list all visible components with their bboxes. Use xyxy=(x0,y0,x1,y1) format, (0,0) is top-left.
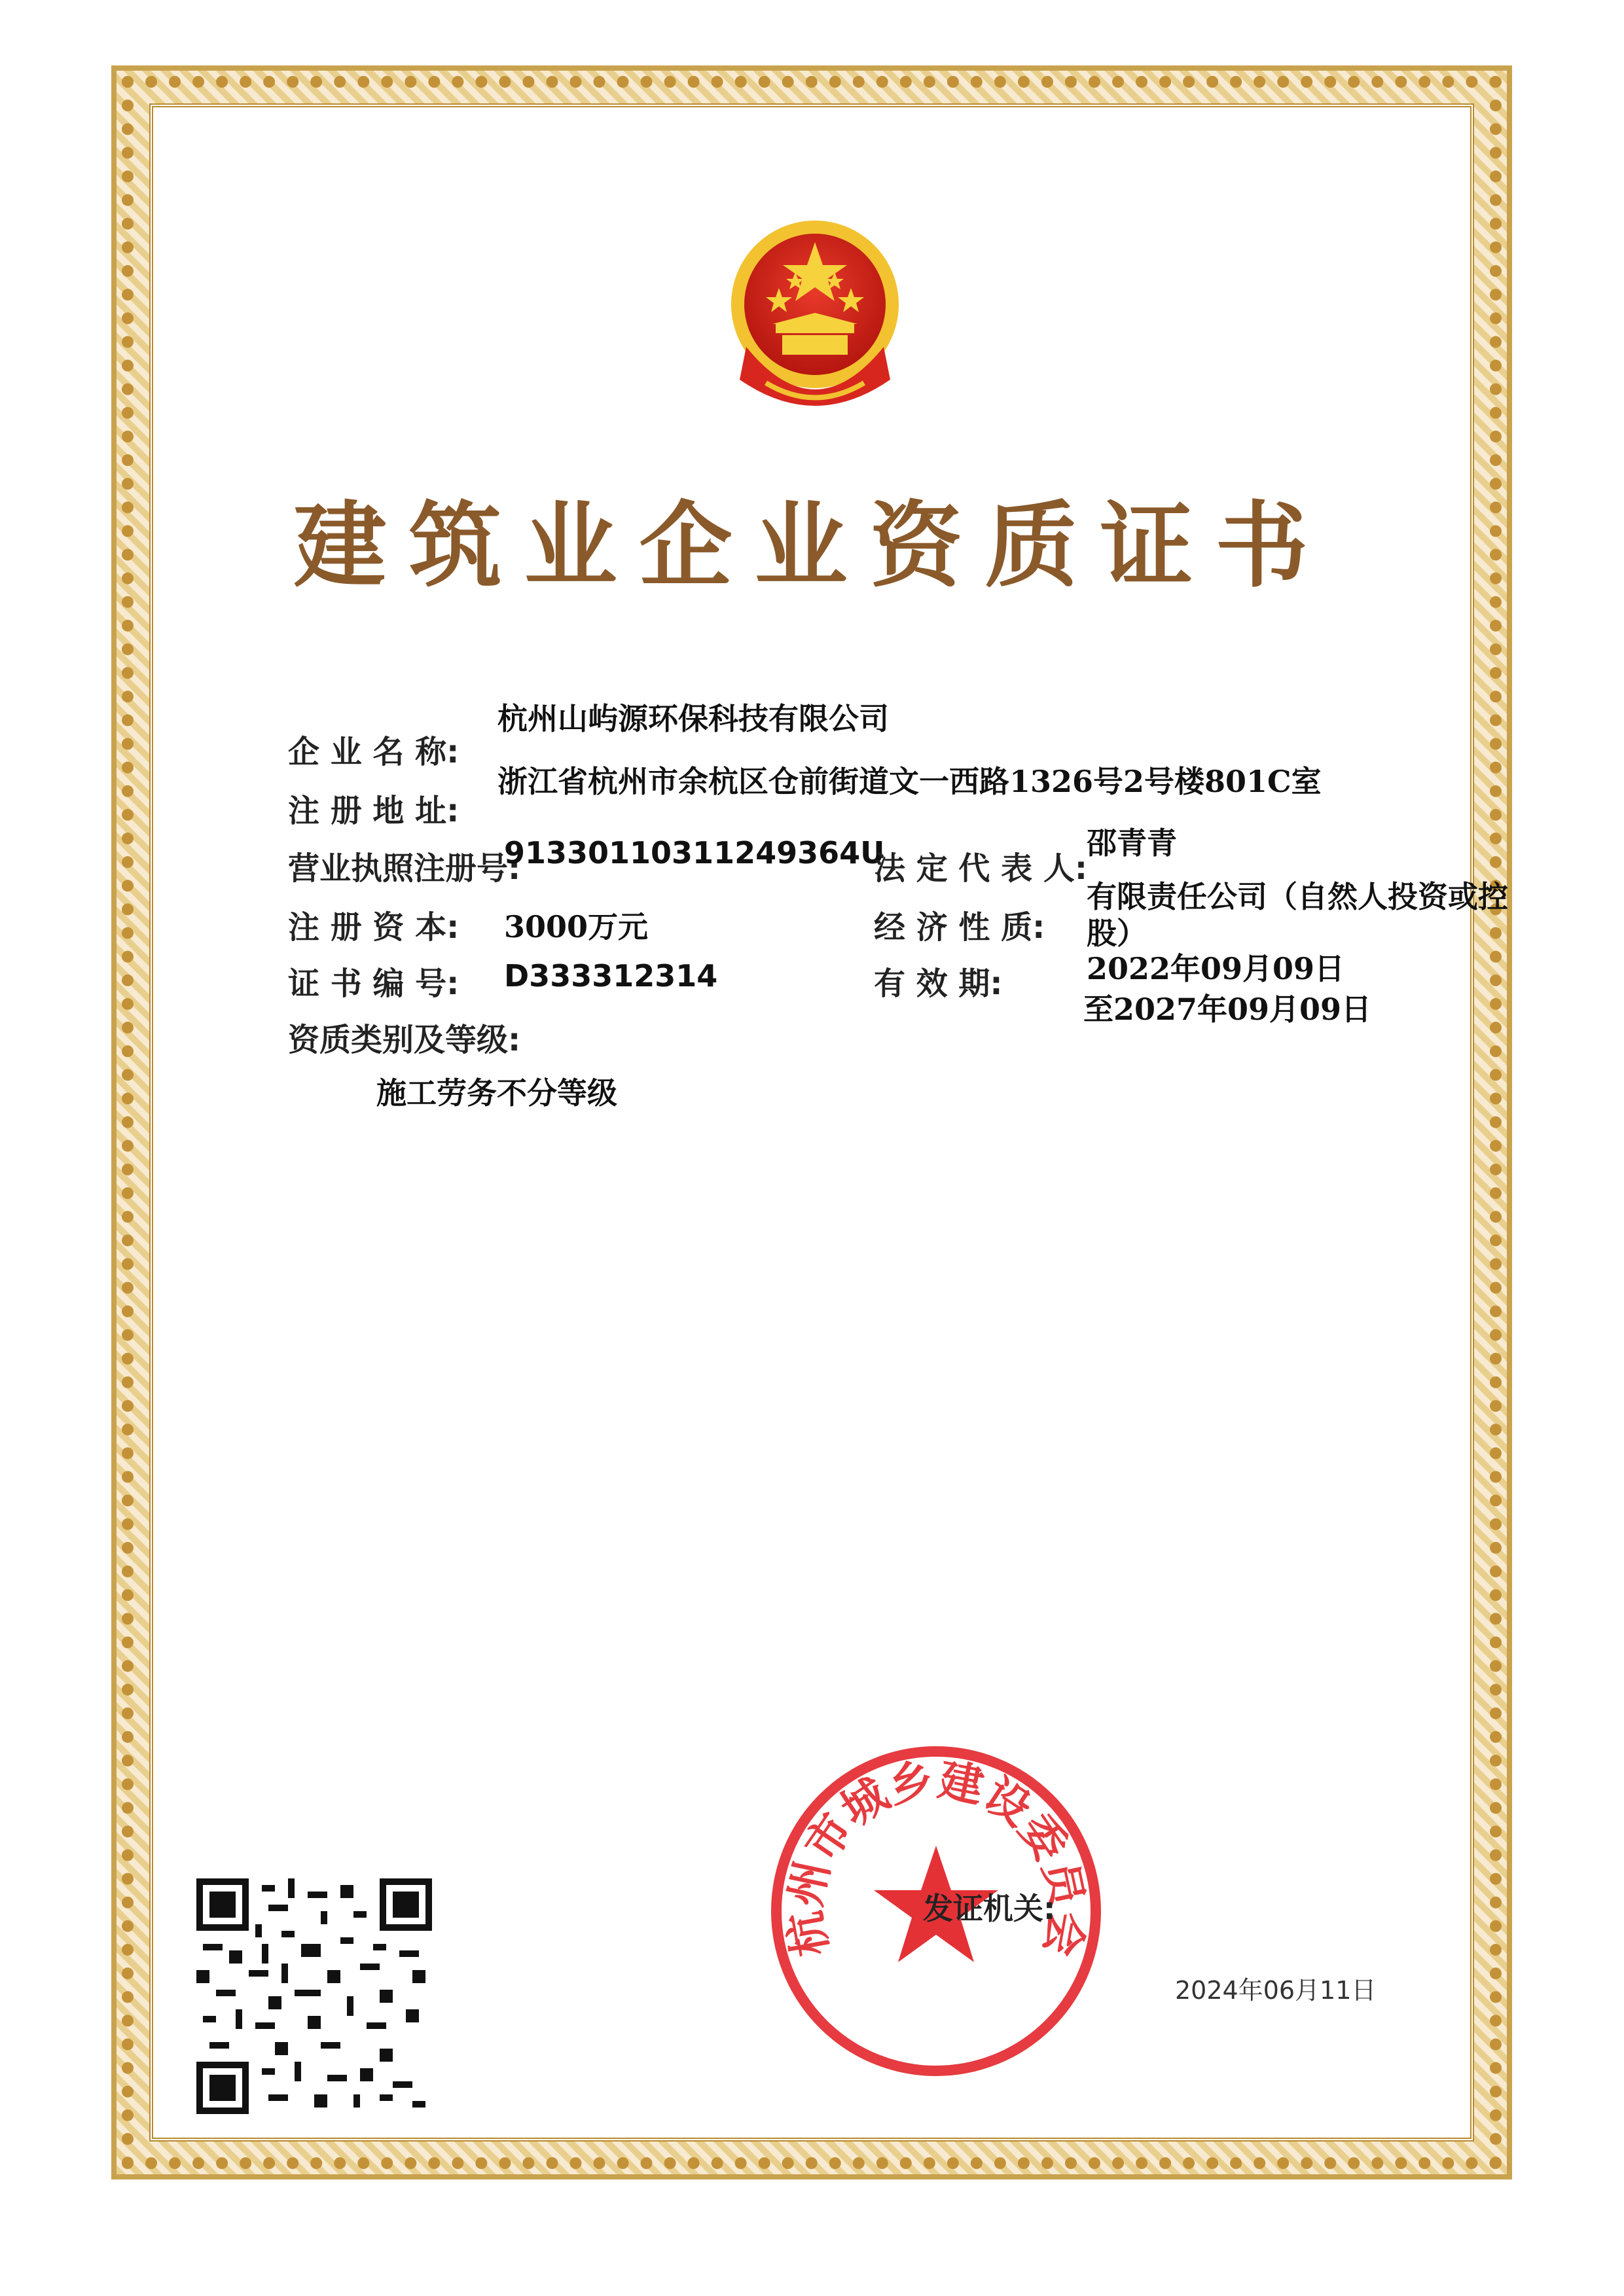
company-name-label: 企 业 名 称: xyxy=(288,734,460,770)
certificate-title: 建筑业企业资质证书 xyxy=(293,492,1331,600)
seal-text: 杭州市城乡建设委员会 xyxy=(778,1753,1094,1961)
national-emblem-icon xyxy=(727,216,903,432)
license-no-label: 营业执照注册号: xyxy=(288,850,521,887)
qr-code-icon xyxy=(196,1878,432,2114)
cert-no-value: D333312314 xyxy=(504,958,718,994)
cert-no-label: 证 书 编 号: xyxy=(288,965,460,1002)
address-label: 注 册 地 址: xyxy=(288,793,460,829)
issuer-label: 发证机关: xyxy=(923,1891,1056,1926)
capital-label: 注 册 资 本: xyxy=(288,909,460,946)
nature-value-line1: 有限责任公司（自然人投资或控 xyxy=(1087,879,1508,914)
capital-value: 3000万元 xyxy=(504,909,649,944)
company-name-value: 杭州山屿源环保科技有限公司 xyxy=(497,701,889,736)
qualification-label: 资质类别及等级: xyxy=(288,1022,521,1058)
validity-value-line1: 2022年09月09日 xyxy=(1087,951,1345,986)
address-value: 浙江省杭州市余杭区仓前街道文一西路1326号2号楼801C室 xyxy=(497,764,1322,799)
validity-label: 有 效 期: xyxy=(874,965,1003,1002)
validity-value-line2: 至2027年09月09日 xyxy=(1083,992,1372,1027)
qualification-value: 施工劳务不分等级 xyxy=(376,1075,617,1111)
license-no-value: 91330110311249364U xyxy=(504,835,885,870)
legal-rep-value: 邵青青 xyxy=(1087,825,1177,861)
legal-rep-label: 法 定 代 表 人: xyxy=(874,850,1088,887)
nature-value-line2: 股） xyxy=(1087,916,1147,951)
issue-date: 2024年06月11日 xyxy=(1175,1976,1377,2005)
nature-label: 经 济 性 质: xyxy=(874,909,1045,946)
